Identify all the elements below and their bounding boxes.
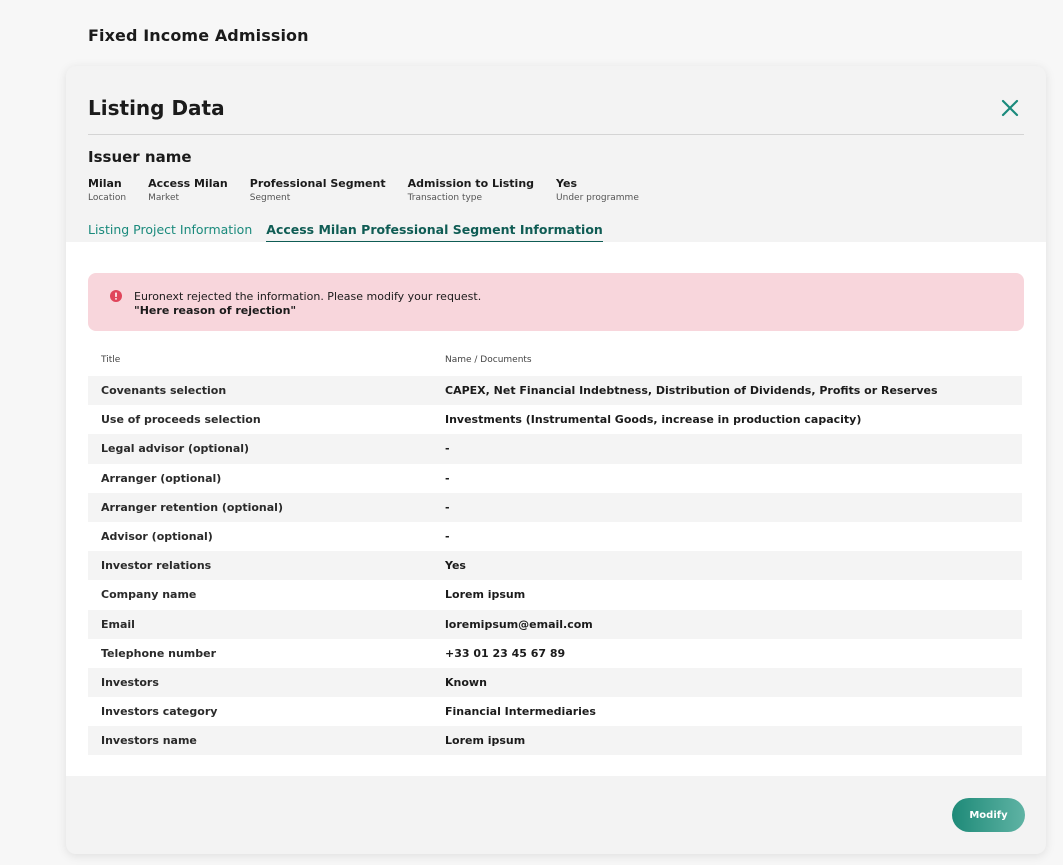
table-row xyxy=(88,726,1022,755)
meta-label: Transaction type xyxy=(407,193,483,203)
meta-value: Yes xyxy=(556,177,577,190)
table-header xyxy=(88,344,1022,376)
row-value: +33 01 23 45 67 89 xyxy=(445,646,566,660)
table-row xyxy=(88,580,1022,609)
meta-under-programme xyxy=(556,177,639,203)
row-title: Use of proceeds selection xyxy=(101,413,261,427)
tab-listing-project-information[interactable]: Listing Project Information xyxy=(88,222,253,237)
row-value: loremipsum@email.com xyxy=(445,617,593,631)
row-title: Investors category xyxy=(101,705,218,719)
meta-transaction-type xyxy=(408,177,534,203)
row-title: Telephone number xyxy=(101,646,217,660)
row-value: Yes xyxy=(445,559,466,573)
table-row xyxy=(88,376,1022,405)
meta-label: Segment xyxy=(249,193,291,203)
row-title: Company name xyxy=(101,588,197,602)
meta-market xyxy=(148,177,228,203)
listing-info-table xyxy=(88,344,1022,755)
row-value: Investments (Instrumental Goods, increase in production capacity) xyxy=(445,413,862,427)
issuer-name: Issuer name xyxy=(88,148,192,166)
meta-value: Admission to Listing xyxy=(407,177,535,190)
row-value: - xyxy=(445,500,450,514)
meta-value: Milan xyxy=(88,177,122,190)
rejection-alert xyxy=(88,273,1024,331)
tab-access-milan-professional-segment-information[interactable]: Access Milan Professional Segment Information xyxy=(266,222,603,244)
meta-value: Access Milan xyxy=(148,177,228,190)
row-value: Lorem ipsum xyxy=(445,734,526,748)
row-value: Lorem ipsum xyxy=(445,588,526,602)
alert-reason: "Here reason of rejection" xyxy=(134,304,297,317)
row-title: Investors name xyxy=(101,734,197,748)
header-divider xyxy=(88,134,1024,135)
table-row xyxy=(88,405,1022,434)
issuer-meta xyxy=(88,177,639,203)
modify-button[interactable]: Modify xyxy=(952,798,1025,832)
tab-content xyxy=(66,242,1046,776)
table-row xyxy=(88,493,1022,522)
table-row xyxy=(88,610,1022,639)
close-icon xyxy=(998,96,1022,120)
header-name-documents: Name / Documents xyxy=(445,355,532,365)
row-title: Investors xyxy=(101,675,159,689)
row-title: Covenants selection xyxy=(101,384,227,398)
table-body xyxy=(88,376,1022,755)
table-row xyxy=(88,668,1022,697)
meta-label: Market xyxy=(148,193,180,203)
modal-title: Listing Data xyxy=(88,96,225,120)
table-row xyxy=(88,464,1022,493)
alert-message: Euronext rejected the information. Please modify your request. xyxy=(134,290,482,303)
row-value: - xyxy=(445,471,450,485)
meta-segment xyxy=(250,177,386,203)
table-row xyxy=(88,639,1022,668)
table-row xyxy=(88,522,1022,551)
row-title: Advisor (optional) xyxy=(101,530,213,544)
table-row xyxy=(88,697,1022,726)
row-value: - xyxy=(445,530,450,544)
tab-bar xyxy=(88,222,603,244)
table-row xyxy=(88,434,1022,463)
close-button[interactable] xyxy=(998,96,1022,120)
alert-icon xyxy=(110,290,122,302)
header-title: Title xyxy=(101,355,121,365)
meta-value: Professional Segment xyxy=(249,177,386,190)
row-value: CAPEX, Net Financial Indebtness, Distribution of Dividends, Profits or Reserves xyxy=(445,384,938,398)
meta-label: Location xyxy=(88,193,127,203)
alert-text xyxy=(134,290,481,318)
row-title: Arranger (optional) xyxy=(101,471,222,485)
page-title: Fixed Income Admission xyxy=(88,26,309,45)
table-row xyxy=(88,551,1022,580)
row-value: - xyxy=(445,442,450,456)
row-value: Known xyxy=(445,675,487,689)
row-value: Financial Intermediaries xyxy=(445,705,596,719)
row-title: Legal advisor (optional) xyxy=(101,442,250,456)
row-title: Email xyxy=(101,617,135,631)
listing-data-modal xyxy=(66,66,1046,854)
meta-label: Under programme xyxy=(556,193,639,203)
row-title: Arranger retention (optional) xyxy=(101,500,283,514)
row-title: Investor relations xyxy=(101,559,212,573)
meta-location xyxy=(88,177,126,203)
